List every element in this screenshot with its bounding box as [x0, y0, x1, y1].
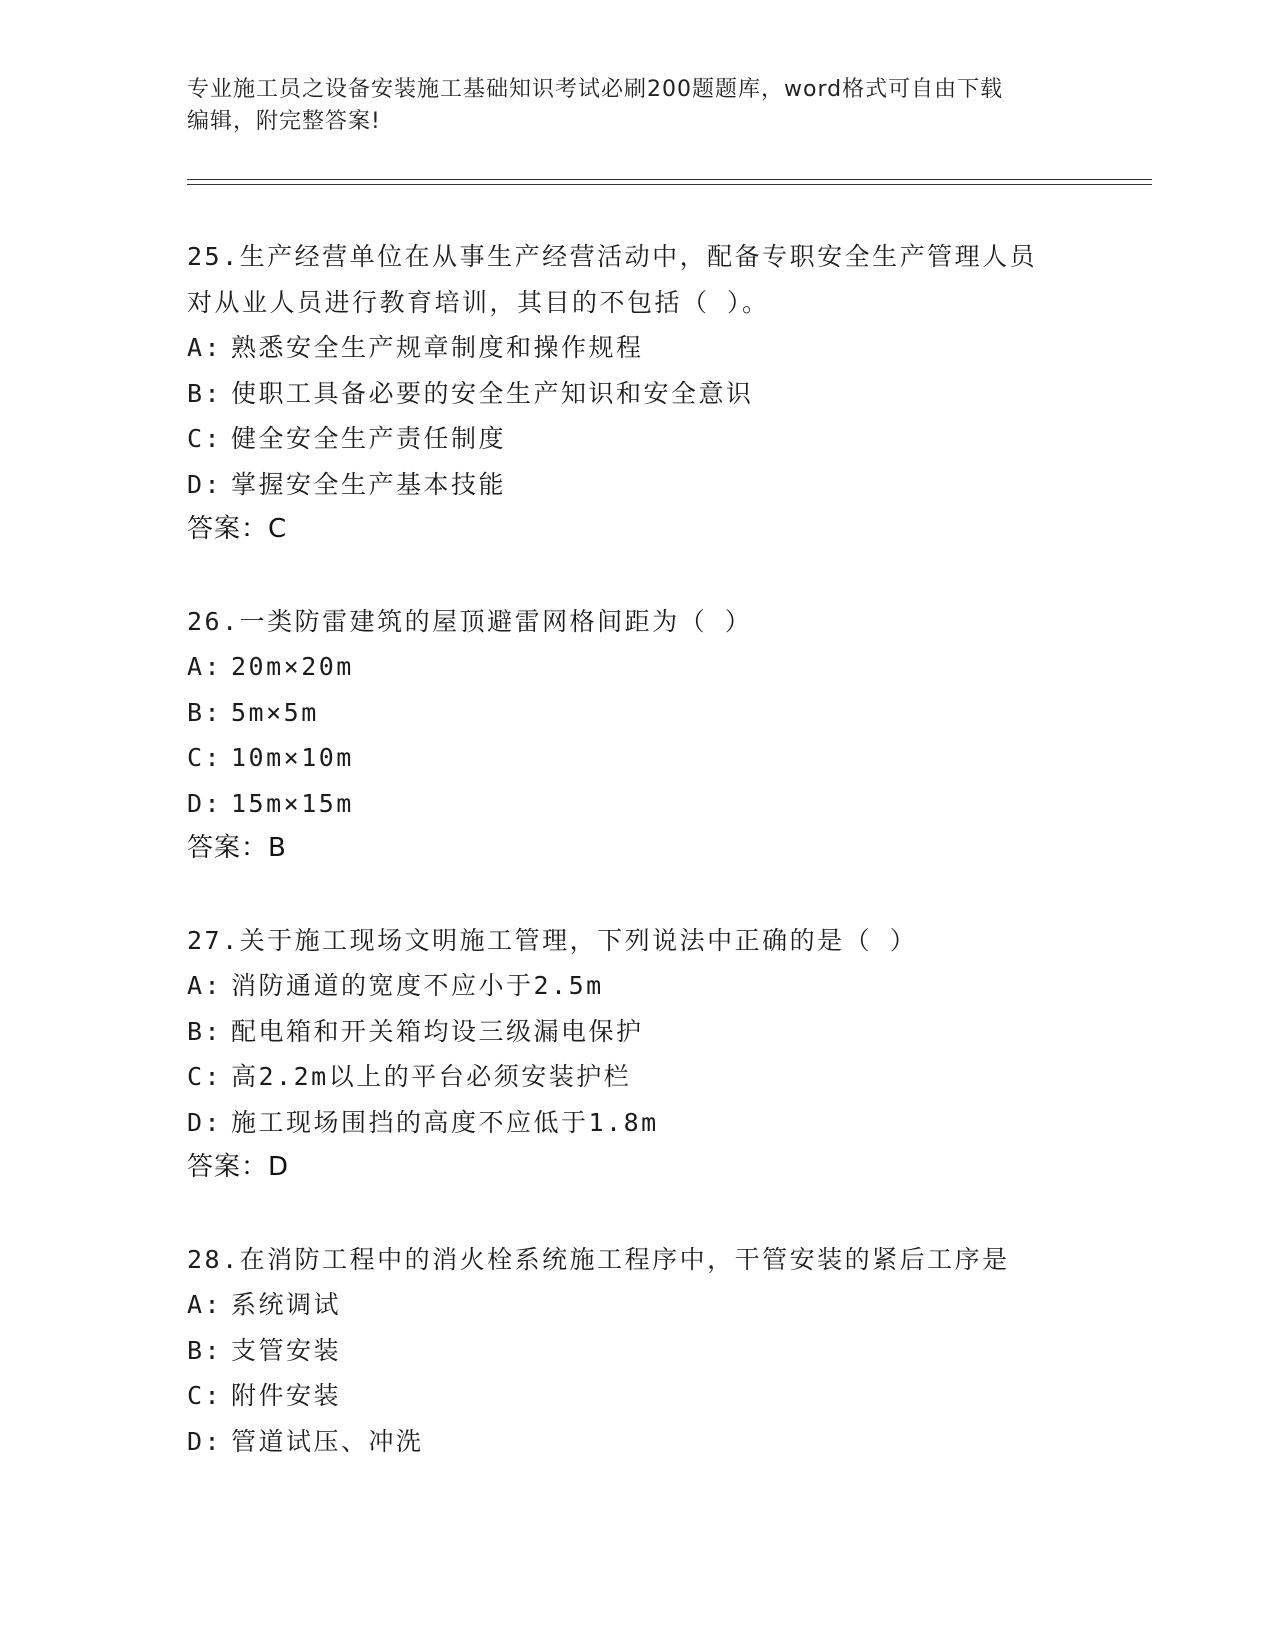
option-text: 10m×10m	[231, 743, 354, 772]
option-a	[187, 325, 1147, 371]
option-text: 附件安装	[231, 1381, 342, 1410]
option-a	[187, 644, 1147, 690]
question-26	[187, 599, 1147, 872]
option-letter: D:	[187, 469, 223, 499]
answer-line: 答案：D	[187, 1152, 290, 1182]
question-stem	[187, 1237, 1087, 1283]
option-b	[187, 1009, 1147, 1055]
option-text: 15m×15m	[231, 788, 354, 818]
option-text: 支管安装	[231, 1335, 342, 1365]
question-list	[187, 234, 1147, 1510]
option-a	[187, 1282, 1147, 1328]
answer-line: 答案：B	[187, 833, 287, 863]
option-letter: B:	[187, 1016, 223, 1046]
option-text: 高2.2m以上的平台必须安装护栏	[231, 1062, 632, 1091]
option-text: 5m×5m	[231, 697, 319, 727]
option-letter: C:	[187, 743, 223, 772]
question-stem-line-1: 25.生产经营单位在从事生产经营活动中，配备专职安全生产管理人员	[187, 242, 1038, 271]
question-stem-line-2: 对从业人员进行教育培训，其目的不包括（ ）。	[187, 287, 770, 317]
option-d	[187, 781, 1147, 827]
option-d	[187, 462, 1147, 508]
option-d	[187, 1100, 1147, 1146]
option-letter: C:	[187, 1381, 223, 1410]
option-letter: C:	[187, 1062, 223, 1091]
option-b	[187, 371, 1147, 417]
option-letter: A:	[187, 652, 223, 681]
option-text: 配电箱和开关箱均设三级漏电保护	[231, 1016, 644, 1046]
option-c	[187, 735, 1147, 781]
question-28	[187, 1237, 1147, 1465]
option-text: 管道试压、冲洗	[231, 1426, 424, 1456]
option-letter: C:	[187, 424, 223, 453]
option-c	[187, 1373, 1147, 1419]
option-letter: D:	[187, 788, 223, 818]
option-text: 施工现场围挡的高度不应低于1.8m	[231, 1107, 659, 1137]
option-b	[187, 1328, 1147, 1374]
option-d	[187, 1419, 1147, 1465]
option-letter: B:	[187, 378, 223, 408]
header-divider-top	[187, 179, 1152, 180]
option-text: 20m×20m	[231, 652, 354, 681]
option-text: 熟悉安全生产规章制度和操作规程	[231, 333, 644, 362]
option-letter: B:	[187, 697, 223, 727]
question-25	[187, 234, 1147, 553]
option-letter: A:	[187, 1290, 223, 1319]
document-header	[187, 74, 1087, 138]
option-b	[187, 690, 1147, 736]
option-letter: D:	[187, 1426, 223, 1456]
question-stem	[187, 599, 1087, 645]
question-stem	[187, 918, 1087, 964]
option-c	[187, 1054, 1147, 1100]
header-title-line-1: 专业施工员之设备安装施工基础知识考试必刷200题题库，word格式可自由下载	[187, 77, 1004, 102]
option-letter: D:	[187, 1107, 223, 1137]
question-27	[187, 918, 1147, 1191]
option-text: 消防通道的宽度不应小于2.5m	[231, 971, 604, 1000]
option-text: 系统调试	[231, 1290, 342, 1319]
option-text: 掌握安全生产基本技能	[231, 469, 507, 499]
question-stem-line-1: 28.在消防工程中的消火栓系统施工程序中，干管安装的紧后工序是	[187, 1244, 1010, 1274]
option-text: 健全安全生产责任制度	[231, 424, 507, 453]
option-c	[187, 416, 1147, 462]
header-divider-bottom	[187, 184, 1152, 185]
answer-line: 答案：C	[187, 514, 288, 544]
option-a	[187, 963, 1147, 1009]
question-stem-line-1: 26.一类防雷建筑的屋顶避雷网格间距为（ ）	[187, 606, 753, 636]
header-title-line-2: 编辑，附完整答案!	[187, 109, 381, 134]
option-letter: A:	[187, 333, 223, 362]
option-letter: A:	[187, 971, 223, 1000]
question-stem	[187, 234, 1087, 325]
question-stem-line-1: 27.关于施工现场文明施工管理，下列说法中正确的是（ ）	[187, 925, 918, 955]
option-letter: B:	[187, 1335, 223, 1365]
option-text: 使职工具备必要的安全生产知识和安全意识	[231, 378, 754, 408]
